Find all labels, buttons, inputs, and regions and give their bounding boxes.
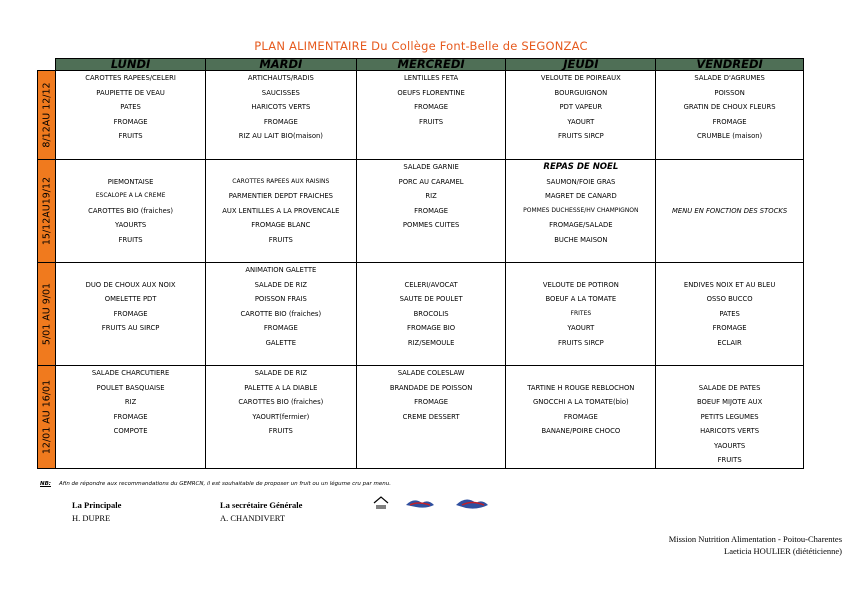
week-label: 8/12AU 12/12 — [38, 71, 56, 160]
day-header-jeudi: JEUDI — [506, 59, 656, 71]
menu-cell: DUO DE CHOUX AUX NOIX OMELETTE PDT FROMAGE FRUITS AU SIRCP — [56, 263, 206, 366]
menu-cell: ARTICHAUTS/RADIS SAUCISSES HARICOTS VERTS FROMAGE RIZ AU LAIT BIO(maison) — [205, 71, 356, 160]
menu-cell: SALADE CHARCUTIERE POULET BASQUAISE RIZ FROMAGE COMPOTE — [56, 366, 206, 469]
corner-cell — [38, 59, 56, 71]
menu-cell: SALADE GARNIE PORC AU CARAMEL RIZ FROMAGE POMMES CUITES — [356, 160, 506, 263]
menu-cell: REPAS DE NOEL SAUMON/FOIE GRAS MAGRET DE CANARD POMMES DUCHESSE/HV CHAMPIGNON FROMAGE/SALADE BUCHE MAISON — [506, 160, 656, 263]
menu-cell: SALADE DE RIZ PALETTE A LA DIABLE CAROTTES BIO (fraiches) YAOURT(fermier) FRUITS — [205, 366, 356, 469]
week-label: 15/12AU19/12 — [38, 160, 56, 263]
day-header-row — [38, 59, 804, 71]
menu-cell: VELOUTE DE POIREAUX BOURGUIGNON PDT VAPEUR YAOURT FRUITS SIRCP — [506, 71, 656, 160]
day-header-vendredi: VENDREDI — [656, 59, 804, 71]
menu-cell: CAROTTES RAPEES/CELERI PAUPIETTE DE VEAU PATES FROMAGE FRUITS — [56, 71, 206, 160]
menu-cell: TARTINE H ROUGE REBLOCHON GNOCCHI A LA TOMATE(bio) FROMAGE BANANE/POIRE CHOCO — [506, 366, 656, 469]
secretary-role: La secrétaire Générale — [220, 500, 303, 510]
house-logo-icon — [374, 497, 388, 508]
menu-cell: LENTILLES FETA OEUFS FLORENTINE FROMAGE FRUITS — [356, 71, 506, 160]
menu-cell: ENDIVES NOIX ET AU BLEU OSSO BUCCO PATES FROMAGE ECLAIR — [656, 263, 804, 366]
menu-cell: VELOUTE DE POTIRON BOEUF A LA TOMATE FRITES YAOURT FRUITS SIRCP — [506, 263, 656, 366]
signature-left — [72, 499, 121, 525]
menu-cell: SALADE COLESLAW BRANDADE DE POISSON FROMAGE CREME DESSERT — [356, 366, 506, 469]
menu-cell: MENU EN FONCTION DES STOCKS — [656, 160, 804, 263]
week-row — [38, 366, 804, 469]
logos — [370, 493, 500, 517]
menu-table — [37, 58, 804, 469]
principal-role: La Principale — [72, 500, 122, 510]
week-row — [38, 71, 804, 160]
footer-dietitian: Laeticia HOULIER (diététicienne) — [724, 546, 842, 556]
signature-right — [220, 499, 302, 525]
secretary-name: A. CHANDIVERT — [220, 513, 286, 523]
menu-cell: SALADE DE PATES BOEUF MIJOTE AUX PETITS LEGUMES HARICOTS VERTS YAOURTS FRUITS — [656, 366, 804, 469]
ministry-logo-icon — [456, 499, 488, 508]
day-header-mercredi: MERCREDI — [356, 59, 506, 71]
week-label: 12/01 AU 16/01 — [38, 366, 56, 469]
page-title: PLAN ALIMENTAIRE Du Collège Font-Belle de SEGONZAC — [254, 39, 588, 53]
menu-cell: PIEMONTAISE ESCALOPE A LA CREME CAROTTES BIO (fraiches) YAOURTS FRUITS — [56, 160, 206, 263]
nb-note — [40, 481, 391, 487]
nb-label: NB: — [40, 481, 51, 487]
week-row — [38, 263, 804, 366]
principal-name: H. DUPRE — [72, 513, 111, 523]
week-label: 5/01 AU 9/01 — [38, 263, 56, 366]
menu-cell: CAROTTES RAPEES AUX RAISINS PARMENTIER DEPDT FRAICHES AUX LENTILLES A LA PROVENCALE FROMAGE BLANC FRUITS — [205, 160, 356, 263]
day-header-mardi: MARDI — [205, 59, 356, 71]
day-header-lundi: LUNDI — [56, 59, 206, 71]
menu-cell: ANIMATION GALETTE SALADE DE RIZ POISSON FRAIS CAROTTE BIO (fraiches) FROMAGE GALETTE — [205, 263, 356, 366]
menu-cell: SALADE D'AGRUMES POISSON GRATIN DE CHOUX FLEURS FROMAGE CRUMBLE (maison) — [656, 71, 804, 160]
region-logo-icon — [406, 500, 434, 507]
footer-mission: Mission Nutrition Alimentation - Poitou-Charentes — [668, 534, 842, 544]
menu-cell: CELERI/AVOCAT SAUTE DE POULET BROCOLIS FROMAGE BIO RIZ/SEMOULE — [356, 263, 506, 366]
logo-icons — [370, 493, 500, 513]
week-row — [38, 160, 804, 263]
footer — [542, 533, 842, 557]
nb-text: Afin de répondre aux recommandations du GEMRCN, il est souhaitable de proposer un fruit ou un légume cru par menu. — [59, 481, 391, 487]
